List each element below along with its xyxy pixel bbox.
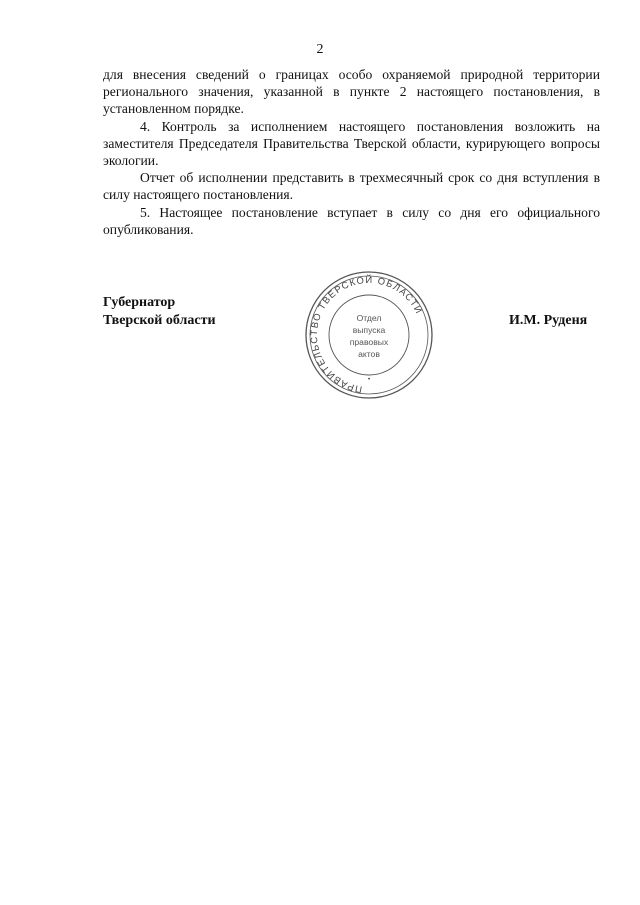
stamp-center-line-3: правовых xyxy=(349,337,389,347)
signature-title-line1: Губернатор xyxy=(103,295,176,310)
paragraph-item-5: 5. Настоящее постановление вступает в силу со дня его официального опубликования. xyxy=(103,204,600,237)
official-stamp xyxy=(303,269,435,401)
svg-text:•: • xyxy=(367,376,371,383)
paragraph-continuation: для внесения сведений о границах особо охраняемой природной территории регионального значения, указанной в пункте 2 настоящего постановления, в установленном порядке. xyxy=(103,67,600,117)
signature-name: И.М. Руденя xyxy=(509,313,588,328)
paragraph-item-4: 4. Контроль за исполнением настоящего постановления возложить на заместителя Председателя Правительства Тверской области, курирующего вопросы экологии. xyxy=(103,118,600,169)
signature-title-line2: Тверской области xyxy=(103,313,216,328)
page-number: 2 xyxy=(316,42,324,57)
stamp-ring-text: ПРАВИТЕЛЬСТВО ТВЕРСКОЙ ОБЛАСТИ xyxy=(307,273,426,396)
document-body xyxy=(103,66,600,238)
paragraph-report: Отчет об исполнении представить в трехмесячный срок со дня вступления в силу настоящего постановления. xyxy=(103,170,600,203)
stamp-seal-graphic xyxy=(303,269,435,401)
stamp-center-line-4: актов xyxy=(358,349,380,359)
stamp-center-line-2: выпуска xyxy=(352,325,386,335)
stamp-center-line-1: Отдел xyxy=(356,313,382,323)
signature-title xyxy=(103,294,216,330)
